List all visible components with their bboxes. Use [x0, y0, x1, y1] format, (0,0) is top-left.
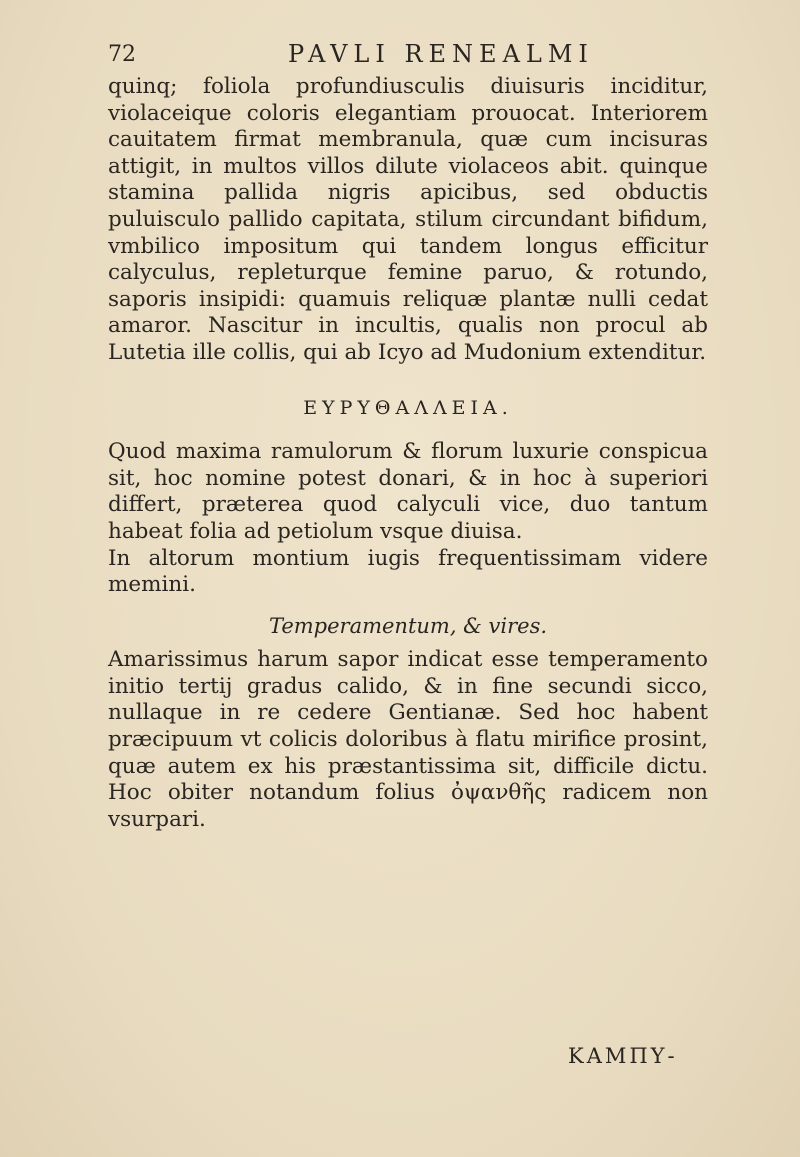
running-head: PAVLI RENEALMI [288, 40, 594, 68]
paragraph-4: Amarissimus harum sapor indicat esse temperamento initio tertij gradus calido, & in fine secundi sicco, nullaque in re cedere Gentianæ. Sed hoc habent præcipuum vt colicis doloribus à flatu mirifice prosint, quæ autem ex his præstantissima sit, difficile dictu. Hoc obiter notandum folius ὀψανθῆς radicem non vsurpari. [108, 647, 708, 832]
page-header [108, 38, 708, 72]
paragraph-2: Quod maxima ramulorum & florum luxurie conspicua sit, hoc nomine potest donari, & in hoc à superiori differt, præterea quod calyculi vice, duo tantum habeat folia ad petiolum vsque diuisa. [108, 439, 708, 544]
section-heading: ΕΥΡΥΘΑΛΛΕΙΑ. [303, 396, 513, 419]
catchword: ΚΑΜΠΥ- [568, 1044, 678, 1068]
page-number: 72 [108, 42, 136, 67]
paragraph-1: quinq; foliola profundiusculis diuisuris inciditur, violaceique coloris elegantiam prouocat. Interiorem cauitatem firmat membranula, quæ cum incisuras attigit, in multos villos dilute violaceos abit. quinque stamina pallida nigris apicibus, sed obductis puluisculo pallido capitata, stilum circundant bifidum, vmbilico impositum qui tandem longus efficitur calyculus, repleturque femine paruo, & rotundo, saporis insipidi: quamuis reliquæ plantæ nulli cedat amaror. Nascitur in incultis, qualis non procul ab Lutetia ille collis, qui ab Icyo ad Mudonium extenditur. [108, 74, 708, 365]
body-text [108, 74, 708, 833]
paragraph-3: In altorum montium iugis frequentissimam videre memini. [108, 545, 708, 598]
subheading: Temperamentum, & vires. [268, 613, 548, 638]
